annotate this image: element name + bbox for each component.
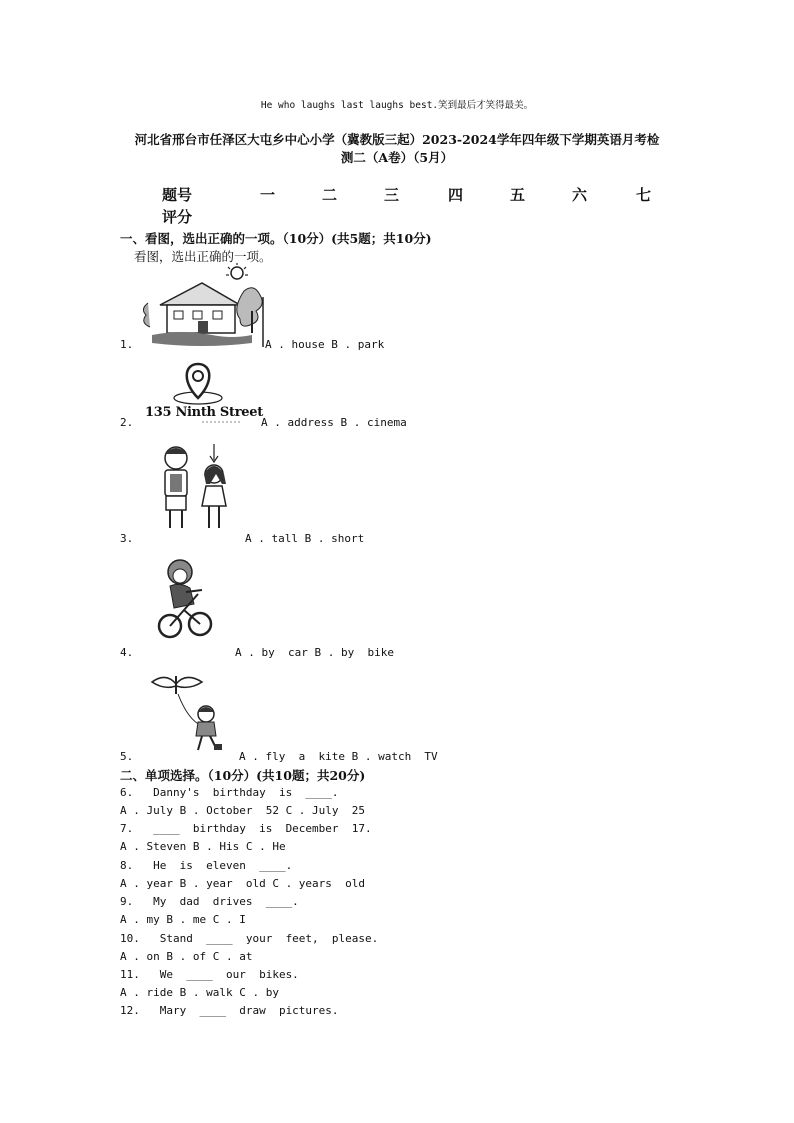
q6-options: A . July B . October 52 C . July 25 <box>120 804 366 817</box>
q7-options: A . Steven B . His C . He <box>120 840 286 853</box>
cyclist-icon <box>156 556 216 642</box>
score-col-6: 六 <box>572 186 588 204</box>
q9-stem: 9. My dad drives ____. <box>120 895 299 908</box>
q7-stem: 7. ____ birthday is December 17. <box>120 822 372 835</box>
q6-stem: 6. Danny's birthday is ____. <box>120 786 339 799</box>
section1-heading: 一、看图，选出正确的一项。（10分）(共5题；共10分) <box>120 231 432 246</box>
q11-stem: 11. We ____ our bikes. <box>120 968 299 981</box>
score-col-3: 三 <box>384 186 400 204</box>
q11-options: A . ride B . walk C . by <box>120 986 279 999</box>
q12-stem: 12. Mary ____ draw pictures. <box>120 1004 339 1017</box>
score-table <box>120 184 680 228</box>
q4-options: A . by car B . by bike <box>235 646 394 659</box>
q10-options: A . on B . of C . at <box>120 950 253 963</box>
q1-options: A . house B . park <box>265 338 385 351</box>
q1-number: 1. <box>120 338 134 351</box>
section2-heading: 二、单项选择。（10分）(共10题；共20分) <box>120 768 366 783</box>
score-col-2: 二 <box>322 186 338 204</box>
score-table-label: 题号 <box>162 186 193 204</box>
kite-icon <box>148 670 228 756</box>
q5-options: A . fly a kite B . watch TV <box>239 750 438 763</box>
q9-options: A . my B . me C . I <box>120 913 246 926</box>
score-col-7: 七 <box>636 186 652 204</box>
score-col-1: 一 <box>260 186 276 204</box>
q2-number: 2. <box>120 416 134 429</box>
section1-instruction: 看图，选出正确的一项。 <box>134 249 272 264</box>
house-icon <box>140 263 265 348</box>
score-table-header-row <box>120 184 680 206</box>
q8-stem: 8. He is eleven ____. <box>120 859 293 872</box>
q4-number: 4. <box>120 646 134 659</box>
address-text: 135 Ninth Street <box>145 405 263 420</box>
q3-options: A . tall B . short <box>245 532 365 545</box>
score-col-5: 五 <box>510 186 526 204</box>
score-row-label: 评分 <box>162 208 193 226</box>
score-col-4: 四 <box>448 186 464 204</box>
exam-title-line1: 河北省邢台市任泽区大屯乡中心小学（冀教版三起）2023-2024学年四年级下学期英语月考检 <box>134 132 660 147</box>
q10-stem: 10. Stand ____ your feet, please. <box>120 932 379 945</box>
q2-options: A . address B . cinema <box>261 416 407 429</box>
q8-options: A . year B . year old C . years old <box>120 877 366 890</box>
q3-number: 3. <box>120 532 134 545</box>
exam-title-line2: 测二（A卷）（5月） <box>340 150 454 165</box>
boy-girl-icon <box>156 442 236 534</box>
header-quote: He who laughs last laughs best.笑到最后才笑得最美。 <box>260 100 534 111</box>
q5-number: 5. <box>120 750 134 763</box>
score-table-score-row <box>120 206 680 228</box>
